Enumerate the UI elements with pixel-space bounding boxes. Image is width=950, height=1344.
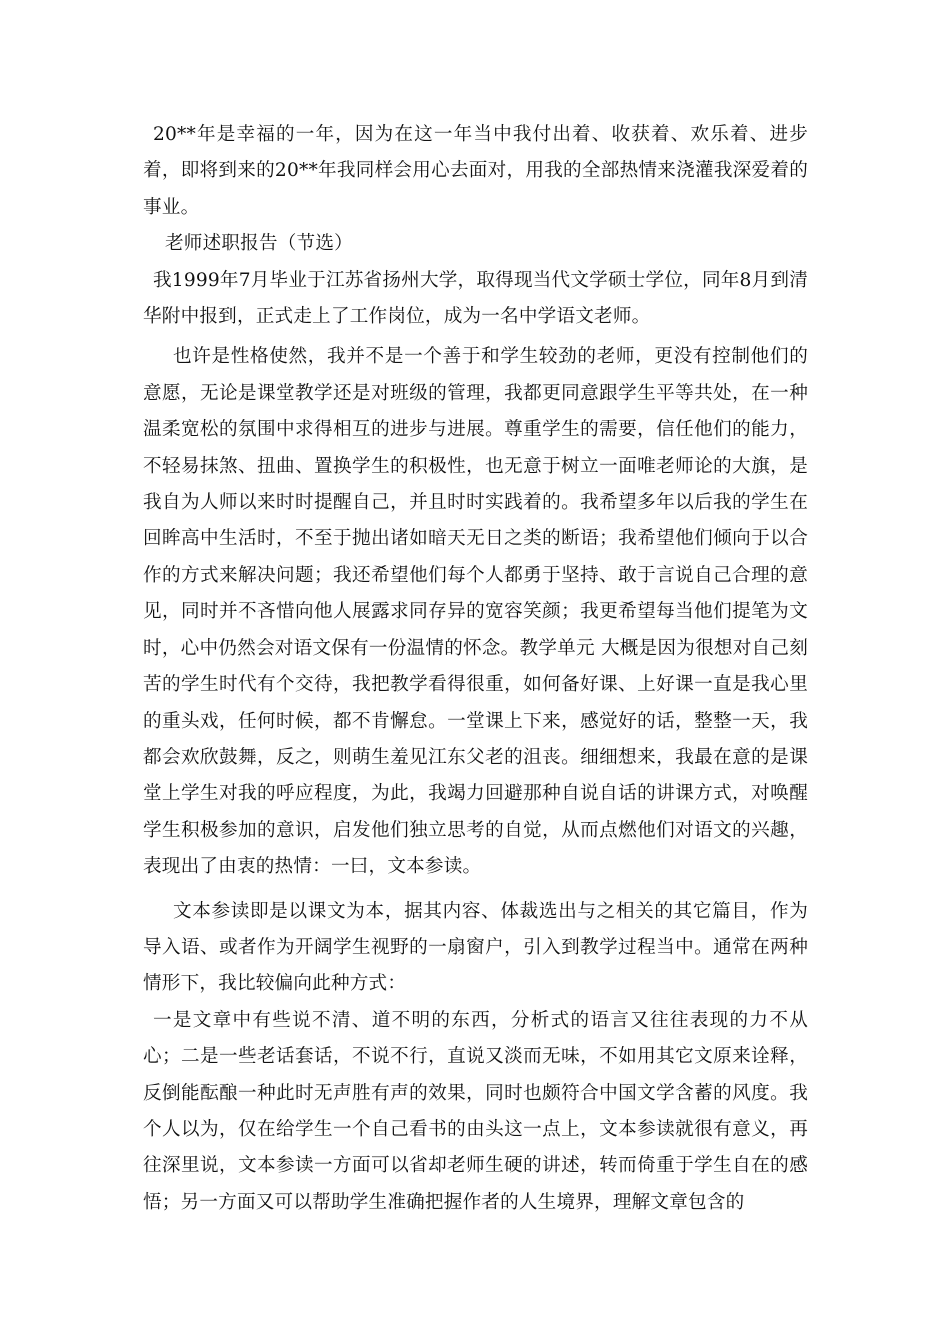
paragraph-reasons: 一是文章中有些说不清、道不明的东西，分析式的语言又往往表现的力不从心；二是一些老话套话，不说不行，直说又淡而无味，不如用其它文原来诠释，反倒能酝酿一种此时无声胜有声的效果，同时也颇符合中国文学含蓄的风度。我个人以为，仅在给学生一个自己看书的由头这一点上，文本参读就很有意义，再往深里说，文本参读一方面可以省却老师生硬的讲述，转而倚重于学生自在的感悟；另一方面又可以帮助学生准确把握作者的人生境界，理解文章包含的 [143,1009,808,1213]
document-body [143,117,808,1221]
section-heading: 老师述职报告（节选） [165,233,353,255]
paragraph-text-reading: 文本参读即是以课文为本，据其内容、体裁选出与之相关的其它篇目，作为导入语、或者作为开阔学生视野的一扇窗户，引入到教学过程当中。通常在两种情形下，我比较偏向此种方式： [143,900,808,995]
paragraph-year-summary: 20**年是幸福的一年，因为在这一年当中我付出着、收获着、欢乐着、进步着，即将到来的20**年我同样会用心去面对，用我的全部热情来浇灌我深爱着的事业。 [143,124,808,218]
paragraph-background: 我1999年7月毕业于江苏省扬州大学，取得现当代文学硕士学位，同年8月到清华附中报到，正式走上了工作岗位，成为一名中学语文老师。 [143,269,808,328]
paragraph-teaching-philosophy: 也许是性格使然，我并不是一个善于和学生较劲的老师，更没有控制他们的意愿，无论是课堂教学还是对班级的管理，我都更同意跟学生平等共处，在一种温柔宽松的氛围中求得相互的进步与进展。尊重学生的需要，信任他们的能力，不轻易抹煞、扭曲、置换学生的积极性，也无意于树立一面唯老师论的大旗，是我自为人师以来时时提醒自己，并且时时实践着的。我希望多年以后我的学生在回眸高中生活时，不至于抛出诸如暗天无日之类的断语；我希望他们倾向于以合作的方式来解决问题；我还希望他们每个人都勇于坚持、敢于言说自己合理的意见，同时并不吝惜向他人展露求同存异的宽容笑颜；我更希望每当他们提笔为文时，心中仍然会对语文保有一份温情的怀念。教学单元 大概是因为很想对自己刻苦的学生时代有个交待，我把教学看得很重，如何备好课、上好课一直是我心里的重头戏，任何时候，都不肯懈怠。一堂课上下来，感觉好的话，整整一天，我都会欢欣鼓舞，反之，则萌生羞见江东父老的沮丧。细细想来，我最在意的是课堂上学生对我的呼应程度，为此，我竭力回避那种自说自话的讲课方式，对唤醒学生积极参加的意识，启发他们独立思考的自觉，从而点燃他们对语文的兴趣，表现出了由衷的热情：一曰，文本参读。 [143,346,808,878]
